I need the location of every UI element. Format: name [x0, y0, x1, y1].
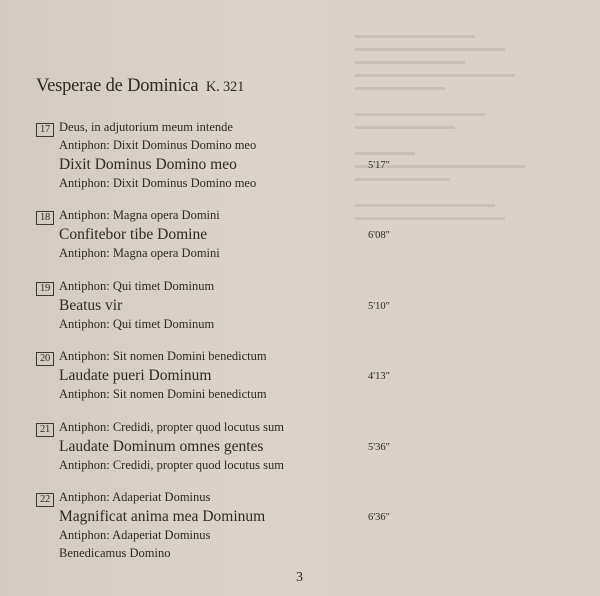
antiphon-line: Antiphon: Credidi, propter quod locutus sum [59, 458, 284, 472]
antiphon-line: Deus, in adjutorium meum intende [59, 120, 233, 134]
antiphon-line: Antiphon: Sit nomen Domini benedictum [59, 349, 267, 363]
movement-title: Confitebor tibe Domine [59, 226, 208, 243]
page-number: 3 [296, 570, 303, 585]
antiphon-line: Antiphon: Adaperiat Dominus [59, 528, 211, 542]
track-duration: 5'17" [368, 160, 390, 171]
catalog-number: K. 321 [205, 79, 245, 95]
track-number: 20 [36, 352, 54, 366]
antiphon-line: Antiphon: Magna opera Domini [59, 246, 220, 260]
track-duration: 4'13" [368, 371, 390, 382]
work-title [36, 76, 244, 97]
track-duration: 6'08" [368, 230, 390, 241]
track-number: 22 [36, 493, 54, 507]
movement-title: Beatus vir [59, 297, 123, 314]
movement-title: Laudate pueri Dominum [59, 367, 212, 384]
track-number: 17 [36, 123, 54, 137]
work-title-text: Vesperae de Dominica [36, 76, 199, 96]
antiphon-line: Antiphon: Qui timet Dominum [59, 279, 215, 293]
antiphon-line: Antiphon: Magna opera Domini [59, 208, 220, 222]
track-duration: 5'36" [368, 442, 390, 453]
antiphon-line: Antiphon: Credidi, propter quod locutus sum [59, 420, 284, 434]
track-duration: 5'10" [368, 301, 390, 312]
track-duration: 6'36" [368, 512, 390, 523]
antiphon-line: Antiphon: Qui timet Dominum [59, 317, 215, 331]
movement-title: Laudate Dominum omnes gentes [59, 438, 264, 455]
antiphon-line: Antiphon: Dixit Dominus Domino meo [59, 176, 257, 190]
antiphon-line: Antiphon: Sit nomen Domini benedictum [59, 387, 267, 401]
track-number: 18 [36, 211, 54, 225]
antiphon-line: Antiphon: Adaperiat Dominus [59, 490, 211, 504]
track-number: 19 [36, 282, 54, 296]
antiphon-line: Antiphon: Dixit Dominus Domino meo [59, 138, 257, 152]
track-number: 21 [36, 423, 54, 437]
antiphon-line: Benedicamus Domino [59, 546, 171, 560]
movement-title: Magnificat anima mea Dominum [59, 508, 266, 525]
show-through-texture [355, 30, 585, 225]
movement-title: Dixit Dominus Domino meo [59, 156, 237, 173]
